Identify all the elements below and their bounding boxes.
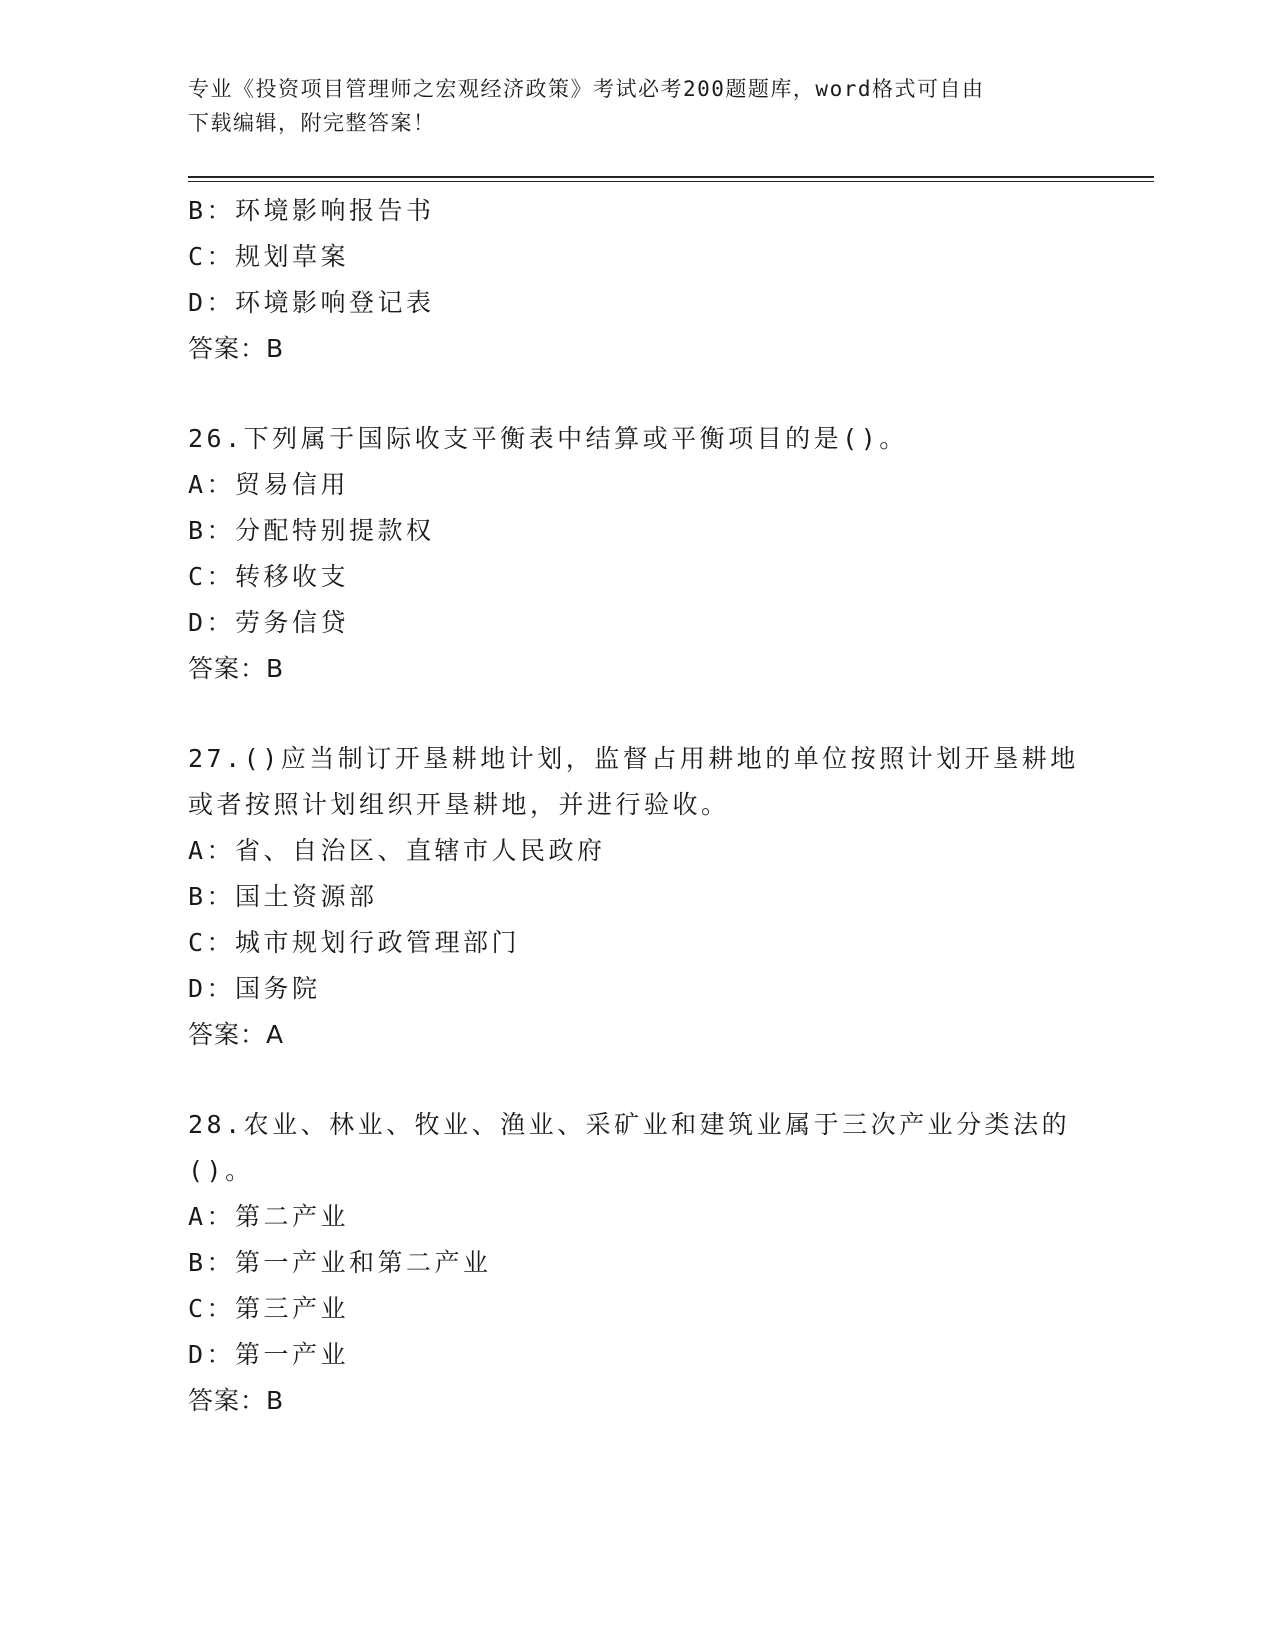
option-c: C：城市规划行政管理部门 <box>188 928 521 957</box>
option-d: D：第一产业 <box>188 1340 350 1369</box>
continued-question <box>188 188 1088 372</box>
header-line-2: 下载编辑，附完整答案！ <box>188 111 436 135</box>
option-d: D：环境影响登记表 <box>188 288 435 317</box>
option-b: B：国土资源部 <box>188 882 378 911</box>
header-line-1: 专业《投资项目管理师之宏观经济政策》考试必考200题题库，word格式可自由 <box>188 77 985 101</box>
option-a: A：省、自治区、直辖市人民政府 <box>188 836 606 865</box>
option-b: B：分配特别提款权 <box>188 516 435 545</box>
option-c: C：转移收支 <box>188 562 350 591</box>
option-c: C：规划草案 <box>188 242 350 271</box>
header-divider-thick <box>188 176 1154 178</box>
answer-line: 答案：A <box>188 1020 285 1049</box>
header-divider-thin <box>188 181 1154 182</box>
question-28 <box>188 1102 1088 1424</box>
answer-line: 答案：B <box>188 654 285 683</box>
option-d: D：劳务信贷 <box>188 608 350 637</box>
question-text: 26.下列属于国际收支平衡表中结算或平衡项目的是()。 <box>188 424 908 453</box>
question-text: 27.()应当制订开垦耕地计划，监督占用耕地的单位按照计划开垦耕地或者按照计划组织开垦耕地，并进行验收。 <box>188 744 1079 819</box>
option-a: A：贸易信用 <box>188 470 350 499</box>
option-d: D：国务院 <box>188 974 321 1003</box>
question-text: 28.农业、林业、牧业、渔业、采矿业和建筑业属于三次产业分类法的()。 <box>188 1110 1071 1185</box>
option-c: C：第三产业 <box>188 1294 350 1323</box>
answer-line: 答案：B <box>188 334 285 363</box>
option-a: A：第二产业 <box>188 1202 350 1231</box>
question-26 <box>188 416 1088 692</box>
question-list <box>188 188 1088 1424</box>
option-b: B：第一产业和第二产业 <box>188 1248 492 1277</box>
option-b: B：环境影响报告书 <box>188 196 435 225</box>
answer-line: 答案：B <box>188 1386 285 1415</box>
question-27 <box>188 736 1088 1058</box>
document-header <box>188 72 1088 140</box>
